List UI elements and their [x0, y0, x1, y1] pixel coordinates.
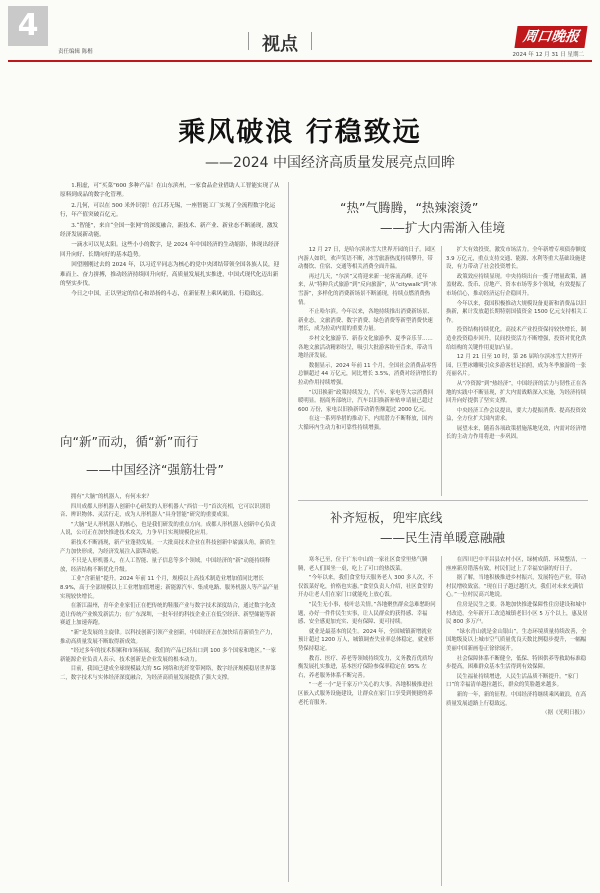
body-paragraph: 中央经济工作会议提出，要大力提振消费、提高投资效益，全方位扩大国内需求。 — [446, 407, 587, 423]
body-paragraph: 不止哈尔滨。今年以来，各地持续推出消费新场景、新业态，文旅消费、数字消费、绿色消费等新型消费快速增长，成为拉动内需的重要力量。 — [298, 309, 433, 333]
body-paragraph: 四川成都人形机器人创新中心研发的人形机器人“西信一号”首次亮相，它可以识别语音、辨识物体、灵活行走，成为人形机器人“具身智能”研究的重要成果。 — [60, 503, 271, 519]
body-paragraph: 新技术不断涌现，新产业蓬勃发展。一大批高技术企业在科技创新中崭露头角，新质生产力加快形成，为经济发展注入澎湃动能。 — [60, 539, 276, 555]
section2-heading: “热”气腾腾，“热辣滚烫” — [340, 200, 479, 215]
body-paragraph: 投资结构持续优化。高技术产业投资保持较快增长，制造业投资稳步回升，民间投资活力不断增强，投资对优化供给结构的关键作用更加凸显。 — [446, 327, 587, 351]
section1-heading: 向“新”而动，循“新”而行 — [60, 434, 199, 449]
body-paragraph: 新的一年，新的征程。中国经济将继续乘风破浪，在高质量发展道路上行稳致远。 — [446, 691, 587, 707]
body-paragraph: 今年以来，我国积极推动大规模设备更新和消费品以旧换新，累计发放超长期特别国债资金 1500 亿元支持相关工作。 — [446, 300, 588, 324]
page-number: 4 — [8, 6, 48, 46]
section3-col-left — [298, 556, 436, 708]
body-paragraph: “大脑”是人形机器人的核心，也是我们研发的重点方向。成都人形机器人创新中心负责人说，公司正在加快推进技术攻关，力争早日实现规模化应用。 — [60, 521, 276, 537]
section1-body — [60, 493, 280, 683]
body-paragraph: “经过多年的技术积累和市场拓展，我们的产品已经出口到 100 多个国家和地区。”一家新能源企业负责人表示，技术创新是企业发展的根本动力。 — [60, 648, 277, 663]
intro-paragraph: 一滴水可以见太阳。这些小小的数字，是 2024 年中国经济的生动缩影，体现出经济回升向好、长期向好的基本趋势。 — [60, 242, 280, 258]
body-paragraph: 在浙江温州，青年企业家们正在把传统的鞋服产业与数字技术深度结合，通过数字化改造让传统产业焕发新活力；在广东深圳，一批年轻的科技企业正在低空经济、新型储能等新赛道上加速奔跑。 — [60, 603, 276, 627]
body-paragraph: 在四川巴中平昌县农村小区，绿树成荫、环境整洁，一座座新房错落有致，村民们过上了幸福安康的好日子。 — [446, 557, 587, 572]
body-paragraph: 教育、医疗、养老等领域持续发力，义务教育优质均衡发展扎实推进，基本医疗保险参保率稳定在 95% 左右，养老服务体系不断完善。 — [298, 655, 433, 679]
body-paragraph: 在这一系列举措的推动下，内需潜力不断释放，国内大循环内生动力和可靠性持续增强。 — [298, 416, 433, 431]
body-paragraph: 12 月 27 日，是哈尔滨冰雪大世界开园的日子。园区内游人如织，欢声笑语不断，冰雪旅游热度持续攀升，带动餐饮、住宿、交通等相关消费全面升温。 — [298, 247, 436, 271]
body-paragraph: 扩大有效投资，激发市场活力。全年新增专项债券额度 3.9 万亿元，重点支持交通、能源、水利等重大基础设施建设，有力带动了社会投资增长。 — [446, 247, 587, 271]
body-paragraph: 展望未来，随着各项政策措施落地见效，内需对经济增长的主动力作用将进一步巩固。 — [446, 425, 587, 441]
section2-subheading: ——扩大内需渐入佳境 — [380, 220, 506, 235]
issue-date: 2024 年 12 月 31 日 星期二 — [512, 52, 584, 58]
main-title: 乘风破浪 行稳致远 — [178, 117, 422, 148]
body-paragraph: “以旧换新”政策持续发力，汽车、家电等大宗消费回暖明显。据商务部统计，汽车以旧换新补贴申请量已超过 600 万份，家电以旧换新带动销售额超过 2000 亿元。 — [298, 389, 433, 413]
section3-col-right — [446, 556, 588, 719]
intro-paragraph: 回望刚刚过去的 2024 年，以习近平同志为核心的党中央团结带领全国各族人民，迎难而上、奋力拼搏，推动经济持续回升向好，高质量发展扎实推进，中国式现代化迈出新的坚实步伐。 — [60, 262, 280, 288]
body-paragraph: 12 月 21 日至 10 时，第 26 届哈尔滨冰雪大世界开园，巨型冰雕吸引众多游客驻足拍照，成为冬季旅游的一张亮丽名片。 — [446, 354, 587, 378]
section-title: 视点 — [262, 30, 298, 56]
section-divider — [298, 500, 588, 501]
body-paragraph: 据了解，当地积极推进乡村振兴，发展特色产业，带动村民增收致富。“现在日子越过越红火，我们对未来充满信心。”一位村民高兴地说。 — [446, 575, 587, 599]
intro-paragraph: 1.粗虚，可“买菜”600 多种产品！在山东滨州，一家食品企业借助人工智能实现了从原料到成品的数字化管理。 — [60, 183, 280, 199]
intro-paragraph: 今日之中国，正以坚定的信心和昂扬的斗志，在新征程上乘风破浪、行稳致远。 — [71, 291, 267, 298]
body-paragraph: “民生无小事，枝叶总关情。”各地聚焦群众急难愁盼问题，办好一件件民生实事，让人民群众的获得感、幸福感、安全感更加充实、更有保障、更可持续。 — [298, 601, 436, 626]
body-paragraph: 再过几天，“尔滨”又将迎来新一轮客流高峰。近年来，从“特种兵式旅游”到“反向旅游”，从“citywalk”到“冰雪游”，多样化的消费新场景不断涌现，持续点燃消费热情。 — [298, 273, 437, 306]
body-paragraph: 住房是民生之要。各地加快推进保障性住房建设和城中村改造，全年新开工改造城镇老旧小区 5 万个以上，惠及居民 800 多万户。 — [446, 601, 588, 626]
column-divider — [288, 182, 289, 882]
newspaper-logo: 周口晚报 — [514, 26, 587, 48]
section3-heading: 补齐短板，兜牢底线 — [330, 510, 443, 525]
body-paragraph: 数据显示，2024 年前 11 个月，全国社会消费品零售总额超过 44 万亿元，同比增长 3.5%，消费对经济增长的拉动作用持续增强。 — [298, 362, 437, 386]
header-rule — [8, 60, 592, 62]
section1-subheading: ——中国经济“强筋壮骨” — [86, 462, 224, 477]
body-paragraph: 从“冷资源”到“热经济”，中国经济的活力与韧性正在各地的实践中不断显现，扩大内需战略深入实施，为经济持续回升向好提供了坚实支撑。 — [446, 380, 587, 405]
column-divider — [441, 246, 442, 496]
intro-paragraph: 2.几何，可以在 500 米外识别！在江苏无锡，一座智能工厂实现了全流程数字化运行，年产值突破百亿元。 — [60, 202, 276, 219]
body-paragraph: 政策效应持续显现。中央持续出台一揽子增量政策，涵盖财政、货币、房地产、资本市场等多个领域，有效提振了市场信心，推动经济运行企稳回升。 — [446, 273, 587, 297]
section2-col-left — [298, 246, 438, 433]
editor-credit: 责任编辑 陈楷 — [58, 49, 93, 55]
page-header — [0, 0, 600, 62]
body-paragraph: “今年以来，我们食堂每天服务老人 300 多人次，不仅饭菜好吃，价格也实惠。”食堂负责人介绍，社区食堂的开办让老人们在家门口就能吃上放心饭。 — [298, 575, 434, 599]
body-paragraph: 寒冬已至，位于广东中山的一家社区食堂里热气腾腾，老人们围坐一桌，吃上了可口的热饭菜。 — [298, 557, 428, 572]
body-paragraph: 拥有“大脑”的机器人，有何未来？ — [70, 494, 152, 500]
body-paragraph: 乡村文化旅游节、新春文化旅游季、夏季音乐节……各地文旅活动精彩纷呈，吸引大批游客纷至沓来，带动当地经济发展。 — [298, 335, 433, 360]
body-paragraph: 社会保障体系不断健全，低保、特困供养等救助标准稳步提高，困难群众基本生活得到有效保障。 — [446, 655, 587, 671]
intro-paragraph: 3.“智能”，来自“全国一张网”的深度融合，新技术、新产业、新业态不断涌现，激发经济发展新动能。 — [60, 222, 279, 239]
source-credit: （据《光明日报》） — [542, 710, 588, 717]
body-paragraph: “一老一小”是千家万户关心的大事。各地积极推进社区嵌入式服务设施建设，让群众在家门口享受到便捷的养老托育服务。 — [298, 682, 433, 706]
body-paragraph: 民生福祉持续增进，人民生活品质不断提升。“家门口”的幸福清单越拉越长，群众的笑脸越来越多。 — [446, 673, 579, 689]
body-paragraph: 就业是最基本的民生。2024 年，全国城镇新增就业预计超过 1200 万人，城镇调查失业率总体稳定，就业形势保持稳定。 — [298, 628, 434, 652]
body-paragraph: “新”是发展的主旋律。以科技创新引领产业创新，中国经济正在加快培育新质生产力，推动高质量发展不断取得新成效。 — [60, 629, 276, 645]
section3-subheading: ——民生清单暖意融融 — [380, 530, 506, 545]
main-subtitle: ——2024 中国经济高质量发展亮点回眸 — [204, 155, 456, 171]
body-paragraph: 不只是人形机器人，在人工智能、量子信息等多个领域，中国经济的“新”动能持续释放，经济结构不断优化升级。 — [60, 558, 271, 573]
body-paragraph: 工业“含新量”提升。2024 年前 11 个月，规模以上高技术制造业增加值同比增长 8.9%，高于全部规模以上工业增加值增速；新能源汽车、集成电路、服务机器人等产品产量实现较快增长。 — [60, 576, 279, 600]
body-paragraph: “绿水青山就是金山银山”。生态环境质量持续改善，全国地级及以上城市空气质量优良天数比例稳步提升，一幅幅美丽中国新画卷正徐徐展开。 — [446, 628, 587, 652]
intro-block — [60, 182, 280, 301]
column-divider — [441, 556, 442, 886]
section2-col-right — [446, 246, 588, 443]
body-paragraph: 目前，我国已建成全球规模最大的 5G 网络和光纤宽带网络，数字经济规模稳居世界第二，数字技术与实体经济深度融合，为经济高质量发展提供了强大支撑。 — [60, 666, 276, 681]
